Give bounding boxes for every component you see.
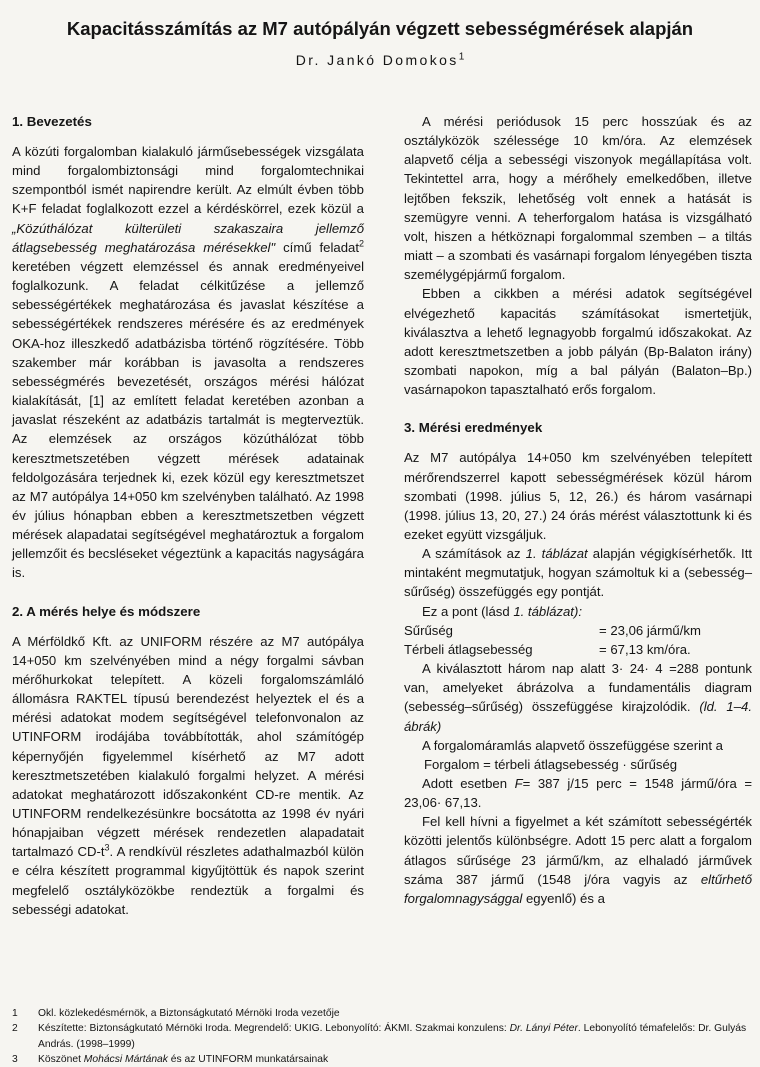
- intro-text-b: című feladat: [275, 239, 359, 255]
- footnote-2-consultant: Dr. Lányi Péter: [509, 1023, 578, 1035]
- footnote-3-person: Mohácsi Mártának: [83, 1053, 168, 1065]
- flow-text-a: Adott esetben: [422, 776, 515, 791]
- section-heading-2: 2. A mérés helye és módszere: [12, 603, 201, 619]
- paragraph-measurements: Az M7 autópálya 14+050 km szelvényében telepített mérőrendszerrel kapott sebességmérések közül három szombati (1998. július 5, 12, 26.) és három vasárnapi (1998. július 13, 20, 27.) 24 órás mérést választottunk ki és ezeket együtt vizsgáljuk.: [404, 450, 752, 542]
- points-text: A kiválasztott három nap alatt 3· 24· 4 =288 pontunk van, amelyeket ábrázolva a fundamentális diagram (sebesség–sűrűség) összefüggése kirajzolódik.: [404, 661, 752, 715]
- paragraph-method: [12, 632, 364, 919]
- section-heading-3: 3. Mérési eredmények: [404, 420, 543, 436]
- footnote-text: [38, 1021, 752, 1052]
- diff-text-b: egyenlő) és a: [522, 890, 605, 906]
- density-row: [404, 621, 752, 640]
- paragraph-points: [404, 659, 752, 736]
- footnote-text: [38, 1052, 752, 1067]
- section-heading-1: 1. Bevezetés: [12, 114, 92, 129]
- footnote-number: 3: [12, 1053, 18, 1065]
- footnote-ref-3: 3: [104, 842, 110, 853]
- table-ref: 1. táblázat: [525, 546, 588, 562]
- footnote-number: 2: [12, 1023, 18, 1035]
- flow-text-b: = 387 j/15 perc = 1548 jármű/óra = 23,06· 67,13.: [404, 776, 752, 811]
- intro-text-a: A közúti forgalomban kialakuló járműsebességek vizsgálata mind forgalombiztonsági mind forgalomtechnikai szempontból ismét napirendre került. Az elmúlt évben több K+F feladat foglalkozott ezzel a kérdéskörrel, ezek közül a: [12, 144, 364, 217]
- paragraph-introduction: [12, 142, 364, 583]
- paragraph-calculations: [404, 544, 752, 601]
- density-label: Sűrűség: [404, 622, 453, 638]
- calc-text-a: A számítások az: [422, 546, 526, 562]
- diff-term: eltűrhető forgalomnagysággal: [404, 871, 752, 906]
- footnote-2: [12, 1021, 752, 1052]
- author-line: [0, 52, 760, 68]
- speed-row: [404, 640, 752, 659]
- footnotes: [12, 1006, 752, 1067]
- method-text-b: . A rendkívül részletes adathalmazból külön e célra készített programmal kigyűjtöttük és napok szerint megfelelő osztályközökbe rendeztük a forgalmi és sebességi adatokat.: [12, 844, 364, 917]
- paragraph-relation: A forgalomáramlás alapvető összefüggése szerint a: [422, 737, 723, 753]
- paragraph-periods: A mérési periódusok 15 perc hosszúak és az osztályközök szélessége 10 km/óra. Az elemzések alapvető célja a sebességi viszonyok megállapítása volt. Tekintettel arra, hogy a mérőhely emelkedőben, illetve lejtőben fekszik, lehetőség volt ennek a hatását is szemügyre venni. A teherforgalom hatása is vizsgálható volt, hiszen a hétköznapi forgalommal szemben – a tiltás miatt – a szombati és vasárnapi forgalom lényegében tiszta személygépjármű forgalom.: [404, 114, 752, 283]
- diff-text-a: Fel kell hívni a figyelmet a két számított sebességérték közötti jelentős különbségre. Adott 15 perc alatt a forgalom átlagos sűrűsége 23 jármű/km, az elhaladó járművek száma 387 jármű (1548 j/óra vagyis az: [404, 814, 752, 887]
- footnote-text: Okl. közlekedésmérnök, a Biztonságkutató Mérnöki Iroda vezetője: [38, 1008, 340, 1019]
- calc-text-b: alapján végigkísérhetők. Itt mintaként megmutatjuk, hogyan számoltuk ki a (sebesség–sűrűség) összefüggés egy pontját.: [404, 546, 752, 600]
- footnote-2-text-a: Készítette: Biztonságkutató Mérnöki Iroda. Megrendelő: UKIG. Lebonyolító: ÁKMI. Szakmai konzulens:: [38, 1023, 510, 1035]
- figure-ref: (ld. 1–4. ábrák): [404, 699, 752, 734]
- method-text-a: A Mérföldkő Kft. az UNIFORM részére az M7 autópálya 14+050 km szelvényében mind a négy forgalmi sávban mérőhurkokat telepített. A közeli forgalomszámláló állomásra RAKTEL típusú berendezést helyeztek el és a mérési adatokat modem segítségével telefonvonalon az UTINFORM irodájába továbbították, ahol számítógép képernyőjén figyelemmel kísérhető az M7 adott keresztmetszetében kialakuló forgalmi helyzet. A mérési adatokat meghatározott időszakonként CD-re mentik. Az UTINFORM rendelkezésünkre bocsátotta az 1998 év nyári hónapjaiban végzett mérések rendezetlen alapadatait tartalmazó CD-t: [12, 633, 364, 860]
- footnote-number: 1: [12, 1008, 18, 1019]
- formula-flow: Forgalom = térbeli átlagsebesség · sűrűség: [424, 756, 678, 772]
- footnote-2-text-b: . Lebonyolító témafelelős: Dr. Gulyás András. (1998–1999): [38, 1023, 747, 1050]
- left-column: [12, 112, 364, 919]
- point-table-ref: 1. táblázat):: [513, 603, 582, 619]
- article-title: Kapacitásszámítás az M7 autópályán végzett sebességmérések alapján: [66, 18, 694, 39]
- footnote-ref-2: 2: [359, 238, 365, 249]
- author-name: Dr. Jankó Domokos: [295, 52, 459, 68]
- right-column: [404, 112, 752, 908]
- flow-symbol: F: [514, 776, 523, 791]
- author-footnote-mark: 1: [458, 51, 465, 63]
- paragraph-point: [404, 602, 752, 621]
- point-text: Ez a pont (lásd: [422, 603, 514, 619]
- paragraph-flow-value: [404, 774, 752, 812]
- footnote-1: [12, 1006, 752, 1021]
- intro-text-c: keretében végzett elemzéssel és annak eredményeivel foglalkozunk. A feladat célkitűzése a jellemző sebességértékek meghatározása és javaslat készítése a sebességértékek rendszeres mérésére és az eredmények OKA-hoz illeszkedő adatbázisba történő rögzítésére. Több szakember már korábban is javasolta a rendszeres sebességmérés bevezetését, országos mérési hálózat kialakítását, [1] az említett feladat keretében azonban a javaslat részeként az adatbázis tartalmát is megterveztük. Az elemzések az országos közúthálózat több keresztmetszetében végzett mérések adatainak feldolgozására terjednek ki, ezek közül egy keresztmetszet az M7 autópálya 14+050 km szelvényben található. Az 1998 év július hónapban ebben a keresztmetszetben végzett mérések alapadatai segítségével meghatároztuk a forgalom jellemzőit és becsléseket végeztünk a kapacitás nagyságára is.: [12, 258, 364, 581]
- intro-project-title: „Közúthálózat külterületi szakaszaira jellemző átlagsebesség meghatározása mérésekkel": [12, 220, 364, 255]
- speed-label: Térbeli átlagsebesség: [404, 641, 533, 657]
- paragraph-article-scope: Ebben a cikkben a mérési adatok segítségével elvégezhető kapacitás számításokat ismertetjük, kiválasztva a lehető legnagyobb forgalmú időszakokat. Az adott keresztmetszetben a jobb pályán (Bp-Balaton irány) szombati napokon, míg a bal pályán (Balaton–Bp.) vasárnapokon tapasztalható erős forgalom.: [404, 286, 752, 398]
- density-value: = 23,06 jármű/km: [599, 622, 701, 638]
- paragraph-difference: [404, 812, 752, 908]
- footnote-3-text-a: Köszönet: [38, 1053, 84, 1065]
- footnote-3: [12, 1052, 752, 1067]
- speed-value: = 67,13 km/óra.: [599, 641, 691, 657]
- footnote-3-text-b: és az UTINFORM munkatársainak: [167, 1053, 329, 1065]
